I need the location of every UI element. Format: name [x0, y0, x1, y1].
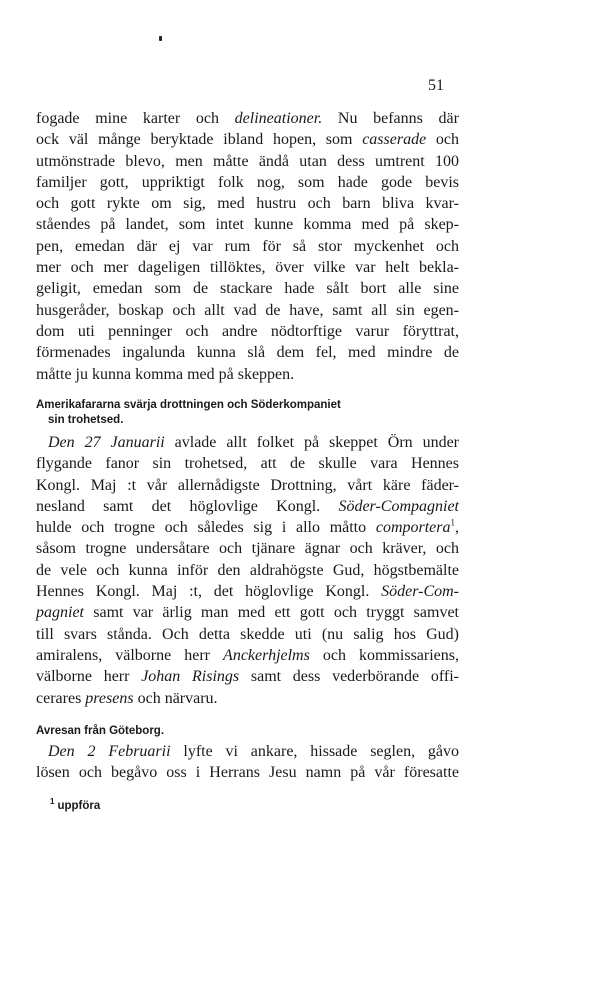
text-line: [36, 432, 459, 453]
text-run: lyfte vi ankare, hissade seglen, gåvo: [170, 743, 460, 760]
footnote-text: uppföra: [57, 799, 101, 812]
text-run: ,: [455, 519, 459, 537]
italic-name: Johan Risings: [141, 668, 240, 686]
text-line: till svars stånda. Och detta skedde uti (nu salig hos Gud): [36, 625, 459, 643]
text-line: [36, 666, 459, 687]
text-line: dom uti penninger och andre nödtorftige varur föryttrat,: [36, 322, 459, 340]
text-line: [36, 741, 459, 762]
text-line: [36, 517, 459, 538]
paragraph-3: [36, 741, 459, 784]
text-line: måtte ju kunna komma med på skeppen.: [36, 365, 295, 383]
text-line: husgeråder, boskap och allt vad de have, samt all sin egen-: [36, 301, 459, 319]
text-line: såsom trogne undersåtare och tjänare ägnar och kräver, och: [36, 540, 459, 558]
text-line: förmenades ingalunda kunna slå dem fel, med mindre de: [36, 344, 459, 362]
text-line: familjer gott, uppriktigt folk nog, som hade gode bevis: [36, 173, 459, 191]
text-run: avlade allt folket på skeppet Örn under: [164, 434, 460, 451]
text-line: [36, 129, 459, 150]
text-run: Nu befanns där: [322, 110, 459, 127]
text-line: [36, 496, 459, 517]
paragraph-1: [36, 108, 459, 385]
text-run: samt var ärlig man med ett gott och tryggt samvet: [84, 604, 459, 622]
text-line: pen, emedan där ej var rum för så stor myckenhet och: [36, 237, 459, 255]
text-line: utmönstrade blevo, men måtte ändå utan dess umtrent 100: [36, 152, 459, 170]
text-run: välborne herr: [36, 668, 142, 686]
text-run: och kommissariens,: [309, 646, 460, 664]
italic-name: Anckerhjelms: [223, 646, 310, 664]
text-run: samt dess vederbörande offi-: [239, 668, 460, 686]
text-line: flygande fanor sin trohetsed, att de skulle vara Hennes: [36, 455, 459, 473]
text-line: geligit, emedan som de stackare hade sålt bort alle sine: [36, 280, 459, 298]
italic-term: pagniet: [36, 604, 84, 622]
heading-line: sin trohetsed.: [48, 414, 124, 426]
text-line: lösen och begåvo oss i Herrans Jesu namn på vår föresatte: [36, 764, 459, 782]
text-line: ståendes på landet, som intet kunne komma med på skep-: [36, 216, 459, 234]
text-line: och gott rykte om sig, med hustru och barn bliva kvar-: [36, 195, 459, 213]
italic-term: delineationer.: [234, 110, 323, 127]
italic-term: Söder-Compagniet: [338, 497, 459, 515]
text-line: [36, 581, 459, 602]
text-line: [36, 688, 459, 709]
italic-term: casserade: [362, 131, 427, 149]
italic-term: comportera: [375, 519, 451, 537]
text-run: Hennes Kongl. Maj :t, det höglovlige Kongl.: [36, 583, 382, 601]
text-line: [36, 645, 459, 666]
text-line: mer och mer dageligen tillöktes, över vilke var helt bekla-: [36, 259, 459, 277]
footnote-reference: 1: [450, 517, 455, 528]
text-run: ock väl månge beryktade ibland hopen, som: [36, 131, 363, 149]
italic-date: Den 2 Februarii: [48, 743, 171, 760]
text-run: cerares: [36, 689, 86, 707]
section-heading-1: [36, 398, 466, 428]
footnote-marker: 1: [50, 797, 55, 806]
heading-line: Avresan från Göteborg.: [36, 725, 165, 737]
text-run: och närvaru.: [133, 689, 218, 707]
text-run: fogade mine karter och: [36, 110, 235, 127]
text-line: [36, 602, 459, 623]
text-run: och: [426, 131, 459, 149]
text-run: amiralens, välborne herr: [36, 646, 224, 664]
paragraph-2: [36, 432, 459, 709]
text-run: hulde och trogne och således sig i allo måtto: [36, 519, 376, 537]
footnote: [50, 794, 100, 814]
italic-term: presens: [85, 689, 134, 707]
text-line: de vele och kunna inför den aldrahögste Gud, högstbemälte: [36, 561, 459, 579]
section-heading-2: [36, 724, 466, 739]
page-number: 51: [428, 77, 444, 94]
text-line: [36, 108, 459, 129]
print-speck: [159, 36, 162, 41]
heading-line: Amerikafararna svärja drottningen och Söderkompaniet: [36, 399, 341, 411]
italic-date: Den 27 Januarii: [48, 434, 165, 451]
text-run: nesland samt det höglovlige Kongl.: [36, 497, 339, 515]
italic-term: Söder-Com-: [381, 583, 459, 601]
text-line: Kongl. Maj :t vår allernådigste Drottning, vårt käre fäder-: [36, 476, 459, 494]
